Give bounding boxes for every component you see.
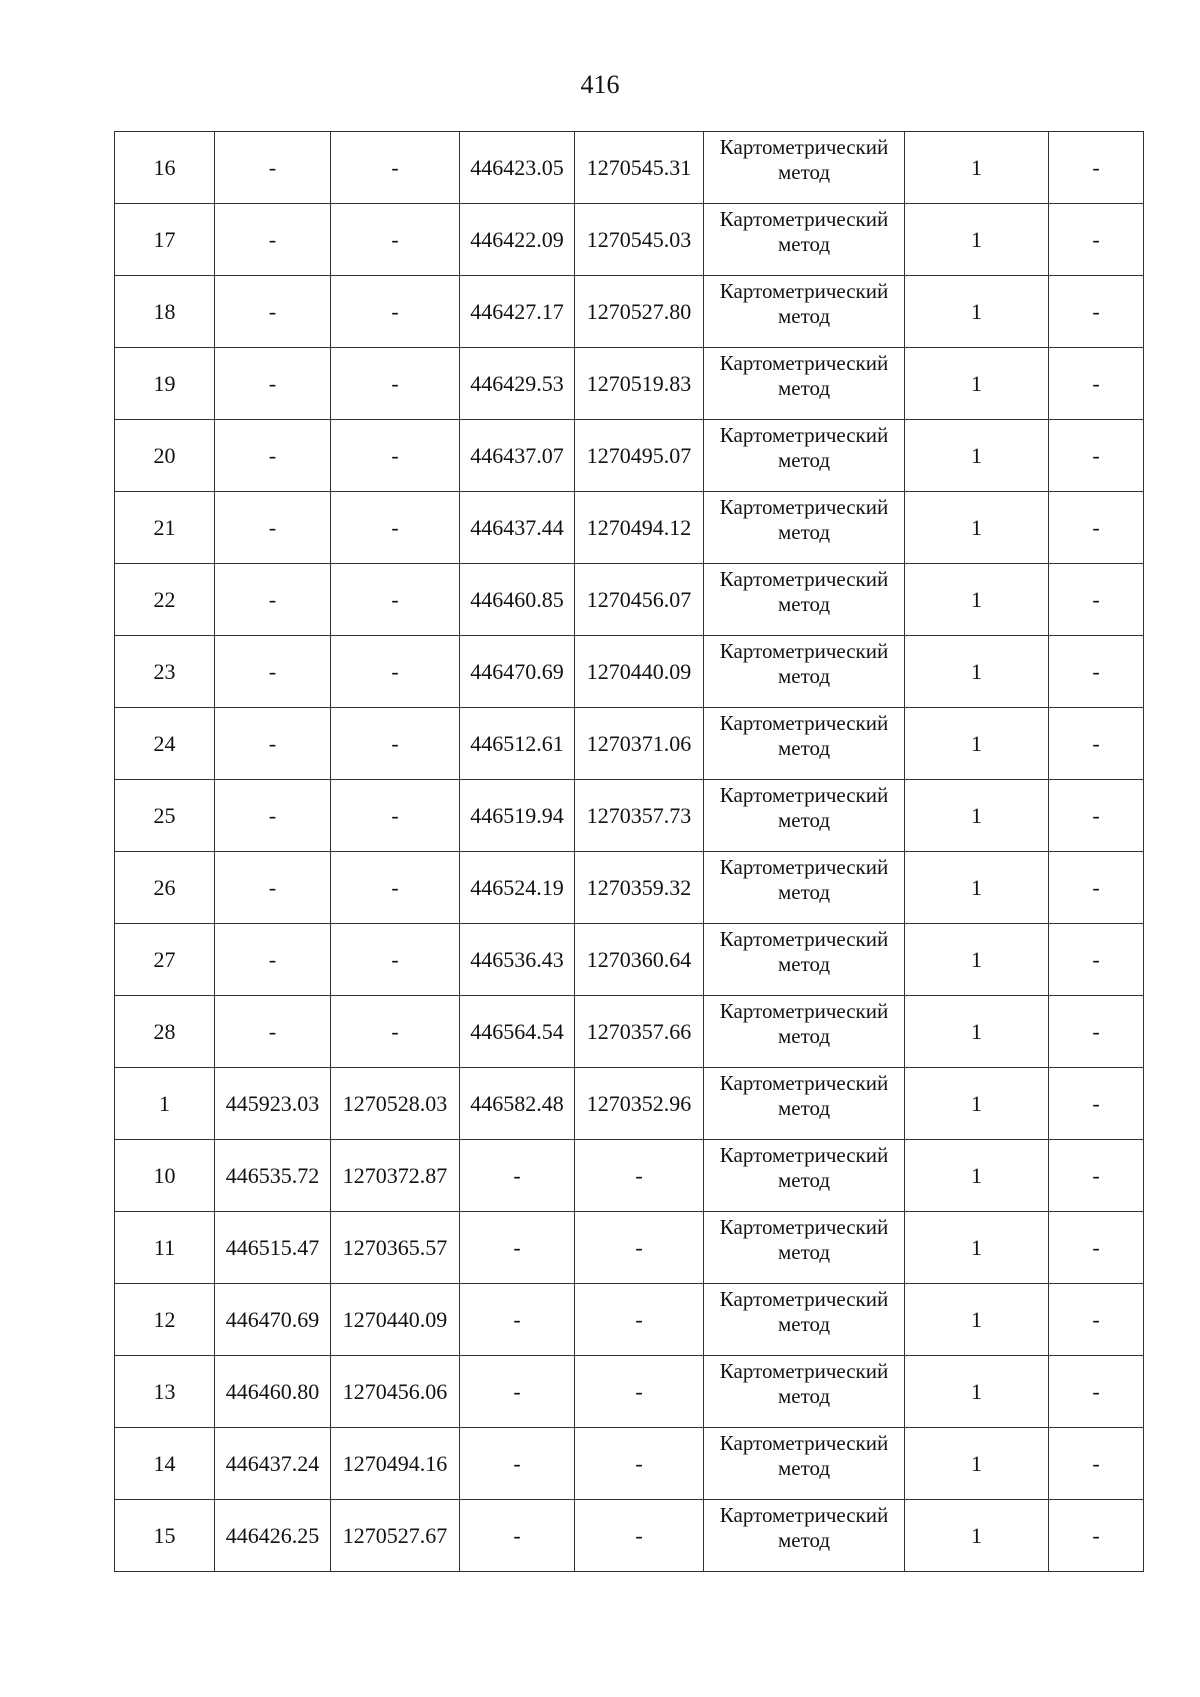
method-line-2: метод bbox=[777, 160, 831, 184]
method-line-2: метод bbox=[777, 376, 831, 400]
point-number-cell: 13 bbox=[115, 1356, 215, 1428]
accuracy-cell: 1 bbox=[905, 924, 1049, 996]
method-line-1: Картометрический bbox=[719, 711, 889, 735]
note-cell: - bbox=[1049, 708, 1144, 780]
refined-y-cell: - bbox=[575, 1212, 704, 1284]
method-line-1: Картометрический bbox=[719, 1503, 889, 1527]
point-number-cell: 12 bbox=[115, 1284, 215, 1356]
note-cell: - bbox=[1049, 780, 1144, 852]
note-cell: - bbox=[1049, 1284, 1144, 1356]
existing-y-cell: 1270527.67 bbox=[331, 1500, 460, 1572]
existing-y-cell: - bbox=[331, 276, 460, 348]
refined-x-cell: - bbox=[460, 1284, 575, 1356]
refined-x-cell: 446427.17 bbox=[460, 276, 575, 348]
method-cell bbox=[704, 996, 905, 1068]
accuracy-cell: 1 bbox=[905, 852, 1049, 924]
method-line-2: метод bbox=[777, 952, 831, 976]
accuracy-cell: 1 bbox=[905, 1428, 1049, 1500]
method-line-2: метод bbox=[777, 736, 831, 760]
note-cell: - bbox=[1049, 276, 1144, 348]
refined-x-cell: 446519.94 bbox=[460, 780, 575, 852]
method-line-2: метод bbox=[777, 880, 831, 904]
existing-y-cell: - bbox=[331, 348, 460, 420]
coordinates-table-body bbox=[115, 132, 1144, 1572]
existing-y-cell: 1270494.16 bbox=[331, 1428, 460, 1500]
existing-x-cell: 446515.47 bbox=[215, 1212, 331, 1284]
note-cell: - bbox=[1049, 132, 1144, 204]
method-cell bbox=[704, 1428, 905, 1500]
accuracy-cell: 1 bbox=[905, 276, 1049, 348]
point-number-cell: 26 bbox=[115, 852, 215, 924]
table-row bbox=[115, 924, 1144, 996]
existing-x-cell: 446437.24 bbox=[215, 1428, 331, 1500]
existing-y-cell: - bbox=[331, 636, 460, 708]
method-line-1: Картометрический bbox=[719, 999, 889, 1023]
method-cell bbox=[704, 1356, 905, 1428]
note-cell: - bbox=[1049, 420, 1144, 492]
existing-y-cell: - bbox=[331, 996, 460, 1068]
refined-y-cell: 1270357.73 bbox=[575, 780, 704, 852]
method-cell bbox=[704, 276, 905, 348]
table-row bbox=[115, 132, 1144, 204]
point-number-cell: 20 bbox=[115, 420, 215, 492]
refined-y-cell: 1270545.03 bbox=[575, 204, 704, 276]
method-line-1: Картометрический bbox=[719, 1359, 889, 1383]
accuracy-cell: 1 bbox=[905, 708, 1049, 780]
existing-x-cell: - bbox=[215, 492, 331, 564]
table-row bbox=[115, 1284, 1144, 1356]
accuracy-cell: 1 bbox=[905, 1212, 1049, 1284]
method-line-2: метод bbox=[777, 592, 831, 616]
method-cell bbox=[704, 348, 905, 420]
note-cell: - bbox=[1049, 204, 1144, 276]
method-line-1: Картометрический bbox=[719, 855, 889, 879]
note-cell: - bbox=[1049, 564, 1144, 636]
method-line-1: Картометрический bbox=[719, 783, 889, 807]
method-line-1: Картометрический bbox=[719, 351, 889, 375]
refined-x-cell: 446536.43 bbox=[460, 924, 575, 996]
existing-x-cell: - bbox=[215, 852, 331, 924]
refined-y-cell: 1270352.96 bbox=[575, 1068, 704, 1140]
refined-y-cell: 1270519.83 bbox=[575, 348, 704, 420]
existing-x-cell: - bbox=[215, 636, 331, 708]
existing-y-cell: - bbox=[331, 852, 460, 924]
point-number-cell: 14 bbox=[115, 1428, 215, 1500]
method-line-1: Картометрический bbox=[719, 207, 889, 231]
point-number-cell: 19 bbox=[115, 348, 215, 420]
existing-y-cell: - bbox=[331, 780, 460, 852]
method-line-2: метод bbox=[777, 664, 831, 688]
existing-x-cell: - bbox=[215, 132, 331, 204]
method-line-2: метод bbox=[777, 232, 831, 256]
note-cell: - bbox=[1049, 1428, 1144, 1500]
accuracy-cell: 1 bbox=[905, 780, 1049, 852]
existing-x-cell: - bbox=[215, 564, 331, 636]
point-number-cell: 10 bbox=[115, 1140, 215, 1212]
refined-x-cell: - bbox=[460, 1140, 575, 1212]
accuracy-cell: 1 bbox=[905, 420, 1049, 492]
method-line-1: Картометрический bbox=[719, 567, 889, 591]
refined-y-cell: 1270545.31 bbox=[575, 132, 704, 204]
note-cell: - bbox=[1049, 1356, 1144, 1428]
point-number-cell: 11 bbox=[115, 1212, 215, 1284]
method-cell bbox=[704, 636, 905, 708]
accuracy-cell: 1 bbox=[905, 348, 1049, 420]
method-line-2: метод bbox=[777, 520, 831, 544]
refined-x-cell: - bbox=[460, 1428, 575, 1500]
refined-x-cell: 446437.44 bbox=[460, 492, 575, 564]
note-cell: - bbox=[1049, 852, 1144, 924]
method-cell bbox=[704, 564, 905, 636]
method-cell bbox=[704, 132, 905, 204]
note-cell: - bbox=[1049, 1500, 1144, 1572]
method-cell bbox=[704, 492, 905, 564]
point-number-cell: 22 bbox=[115, 564, 215, 636]
point-number-cell: 27 bbox=[115, 924, 215, 996]
point-number-cell: 25 bbox=[115, 780, 215, 852]
method-cell bbox=[704, 420, 905, 492]
refined-y-cell: 1270357.66 bbox=[575, 996, 704, 1068]
method-cell bbox=[704, 204, 905, 276]
method-line-1: Картометрический bbox=[719, 1287, 889, 1311]
accuracy-cell: 1 bbox=[905, 564, 1049, 636]
method-line-2: метод bbox=[777, 1384, 831, 1408]
refined-y-cell: 1270359.32 bbox=[575, 852, 704, 924]
note-cell: - bbox=[1049, 348, 1144, 420]
existing-x-cell: 446535.72 bbox=[215, 1140, 331, 1212]
refined-y-cell: 1270527.80 bbox=[575, 276, 704, 348]
accuracy-cell: 1 bbox=[905, 204, 1049, 276]
refined-y-cell: 1270360.64 bbox=[575, 924, 704, 996]
existing-x-cell: - bbox=[215, 708, 331, 780]
method-line-2: метод bbox=[777, 304, 831, 328]
method-line-2: метод bbox=[777, 1528, 831, 1552]
point-number-cell: 15 bbox=[115, 1500, 215, 1572]
refined-y-cell: - bbox=[575, 1500, 704, 1572]
refined-x-cell: 446582.48 bbox=[460, 1068, 575, 1140]
existing-x-cell: 445923.03 bbox=[215, 1068, 331, 1140]
accuracy-cell: 1 bbox=[905, 132, 1049, 204]
method-line-2: метод bbox=[777, 1312, 831, 1336]
table-row bbox=[115, 492, 1144, 564]
method-line-2: метод bbox=[777, 808, 831, 832]
existing-x-cell: - bbox=[215, 204, 331, 276]
refined-y-cell: - bbox=[575, 1284, 704, 1356]
refined-x-cell: 446422.09 bbox=[460, 204, 575, 276]
existing-y-cell: 1270372.87 bbox=[331, 1140, 460, 1212]
method-line-1: Картометрический bbox=[719, 279, 889, 303]
refined-x-cell: 446429.53 bbox=[460, 348, 575, 420]
method-cell bbox=[704, 1140, 905, 1212]
point-number-cell: 1 bbox=[115, 1068, 215, 1140]
refined-x-cell: 446437.07 bbox=[460, 420, 575, 492]
method-line-2: метод bbox=[777, 1240, 831, 1264]
accuracy-cell: 1 bbox=[905, 492, 1049, 564]
accuracy-cell: 1 bbox=[905, 996, 1049, 1068]
refined-y-cell: 1270495.07 bbox=[575, 420, 704, 492]
refined-y-cell: - bbox=[575, 1356, 704, 1428]
method-line-1: Картометрический bbox=[719, 423, 889, 447]
table-row bbox=[115, 1212, 1144, 1284]
existing-y-cell: 1270440.09 bbox=[331, 1284, 460, 1356]
table-row bbox=[115, 420, 1144, 492]
refined-x-cell: 446564.54 bbox=[460, 996, 575, 1068]
note-cell: - bbox=[1049, 636, 1144, 708]
accuracy-cell: 1 bbox=[905, 1500, 1049, 1572]
method-line-1: Картометрический bbox=[719, 1143, 889, 1167]
page-number: 416 bbox=[580, 70, 620, 99]
point-number-cell: 24 bbox=[115, 708, 215, 780]
point-number-cell: 21 bbox=[115, 492, 215, 564]
table-row bbox=[115, 1140, 1144, 1212]
existing-y-cell: 1270528.03 bbox=[331, 1068, 460, 1140]
refined-y-cell: 1270371.06 bbox=[575, 708, 704, 780]
existing-x-cell: 446470.69 bbox=[215, 1284, 331, 1356]
refined-x-cell: 446423.05 bbox=[460, 132, 575, 204]
existing-y-cell: - bbox=[331, 204, 460, 276]
method-line-1: Картометрический bbox=[719, 639, 889, 663]
note-cell: - bbox=[1049, 924, 1144, 996]
existing-y-cell: - bbox=[331, 132, 460, 204]
refined-y-cell: 1270440.09 bbox=[575, 636, 704, 708]
method-cell bbox=[704, 1212, 905, 1284]
table-row bbox=[115, 1068, 1144, 1140]
table-row bbox=[115, 780, 1144, 852]
table-row bbox=[115, 1356, 1144, 1428]
coordinates-table bbox=[114, 131, 1144, 1572]
method-cell bbox=[704, 924, 905, 996]
refined-x-cell: - bbox=[460, 1500, 575, 1572]
existing-y-cell: - bbox=[331, 924, 460, 996]
accuracy-cell: 1 bbox=[905, 1068, 1049, 1140]
refined-y-cell: 1270456.07 bbox=[575, 564, 704, 636]
method-line-2: метод bbox=[777, 1456, 831, 1480]
existing-x-cell: 446460.80 bbox=[215, 1356, 331, 1428]
accuracy-cell: 1 bbox=[905, 636, 1049, 708]
point-number-cell: 16 bbox=[115, 132, 215, 204]
table-row bbox=[115, 708, 1144, 780]
refined-x-cell: 446512.61 bbox=[460, 708, 575, 780]
table-row bbox=[115, 1428, 1144, 1500]
method-line-1: Картометрический bbox=[719, 1071, 889, 1095]
refined-y-cell: 1270494.12 bbox=[575, 492, 704, 564]
table-row bbox=[115, 204, 1144, 276]
refined-x-cell: - bbox=[460, 1212, 575, 1284]
existing-x-cell: - bbox=[215, 348, 331, 420]
existing-x-cell: - bbox=[215, 780, 331, 852]
table-row bbox=[115, 996, 1144, 1068]
note-cell: - bbox=[1049, 492, 1144, 564]
existing-x-cell: - bbox=[215, 420, 331, 492]
point-number-cell: 28 bbox=[115, 996, 215, 1068]
accuracy-cell: 1 bbox=[905, 1284, 1049, 1356]
existing-y-cell: - bbox=[331, 708, 460, 780]
method-line-2: метод bbox=[777, 448, 831, 472]
refined-x-cell: 446470.69 bbox=[460, 636, 575, 708]
method-cell bbox=[704, 780, 905, 852]
method-cell bbox=[704, 708, 905, 780]
method-line-1: Картометрический bbox=[719, 927, 889, 951]
existing-x-cell: - bbox=[215, 276, 331, 348]
point-number-cell: 23 bbox=[115, 636, 215, 708]
existing-y-cell: 1270365.57 bbox=[331, 1212, 460, 1284]
method-line-2: метод bbox=[777, 1168, 831, 1192]
method-line-2: метод bbox=[777, 1096, 831, 1120]
note-cell: - bbox=[1049, 1140, 1144, 1212]
point-number-cell: 18 bbox=[115, 276, 215, 348]
refined-y-cell: - bbox=[575, 1428, 704, 1500]
existing-y-cell: - bbox=[331, 564, 460, 636]
existing-y-cell: - bbox=[331, 492, 460, 564]
method-cell bbox=[704, 1068, 905, 1140]
note-cell: - bbox=[1049, 1212, 1144, 1284]
method-line-1: Картометрический bbox=[719, 1431, 889, 1455]
method-line-1: Картометрический bbox=[719, 1215, 889, 1239]
accuracy-cell: 1 bbox=[905, 1356, 1049, 1428]
refined-x-cell: - bbox=[460, 1356, 575, 1428]
existing-y-cell: 1270456.06 bbox=[331, 1356, 460, 1428]
existing-y-cell: - bbox=[331, 420, 460, 492]
note-cell: - bbox=[1049, 1068, 1144, 1140]
refined-x-cell: 446524.19 bbox=[460, 852, 575, 924]
refined-y-cell: - bbox=[575, 1140, 704, 1212]
method-line-2: метод bbox=[777, 1024, 831, 1048]
table-row bbox=[115, 852, 1144, 924]
table-row bbox=[115, 636, 1144, 708]
method-line-1: Картометрический bbox=[719, 135, 889, 159]
existing-x-cell: - bbox=[215, 996, 331, 1068]
method-cell bbox=[704, 1284, 905, 1356]
table-row bbox=[115, 348, 1144, 420]
point-number-cell: 17 bbox=[115, 204, 215, 276]
existing-x-cell: 446426.25 bbox=[215, 1500, 331, 1572]
note-cell: - bbox=[1049, 996, 1144, 1068]
accuracy-cell: 1 bbox=[905, 1140, 1049, 1212]
method-cell bbox=[704, 852, 905, 924]
method-cell bbox=[704, 1500, 905, 1572]
table-row bbox=[115, 1500, 1144, 1572]
method-line-1: Картометрический bbox=[719, 495, 889, 519]
existing-x-cell: - bbox=[215, 924, 331, 996]
refined-x-cell: 446460.85 bbox=[460, 564, 575, 636]
table-row bbox=[115, 276, 1144, 348]
table-row bbox=[115, 564, 1144, 636]
